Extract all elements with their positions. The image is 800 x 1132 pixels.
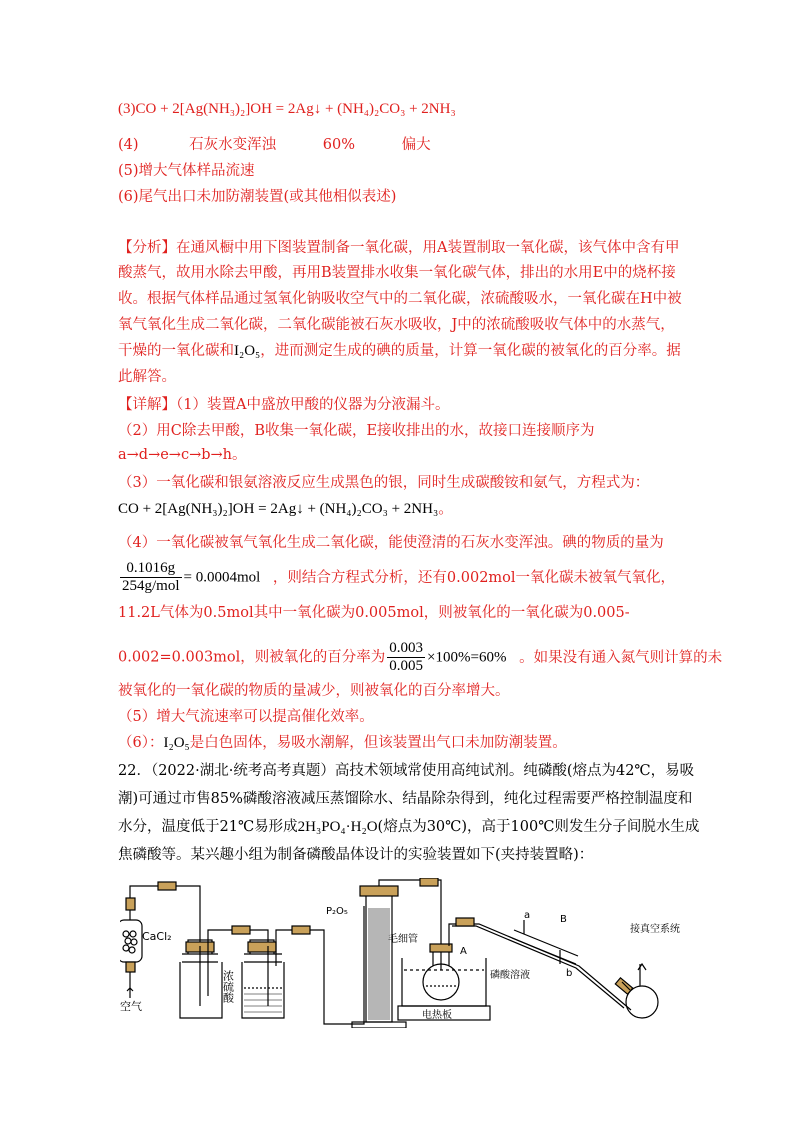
fraction-denominator: 254g/mol [122,578,180,594]
answer-4 [118,134,431,156]
fraction-percent [387,640,425,675]
analysis-line-1: 【分析】在通风橱中用下图装置制备一氧化碳，用A装置制取一氧化碳，该气体中含有甲 [118,240,680,256]
answer-3-label: (3) [118,101,136,117]
answer-4-label: (4) [118,137,139,153]
detail-text: ，则结合方程式分析，还有0.002mol一氧化碳未被氧气氧化， [272,569,676,586]
i2o5-formula: I₂O₅ [163,735,190,751]
answer-5: (5)增大气体样品流速 [118,163,255,179]
i2o5-formula: I₂O₅ [234,343,261,359]
capillary-label: 毛细管 [388,934,418,945]
question-22-line-1: 22．（2022·湖北·统考高考真题）高技术领域常使用高纯试剂。纯磷酸(熔点为42℃，易吸 [118,763,695,779]
analysis-line-3: 收。根据气体样品通过氢氧化钠吸收空气中的二氧化碳，浓硫酸吸水，一氧化碳在H中被 [118,291,682,307]
detail-line-9: 被氧化的一氧化碳的物质的量减少，则被氧化的百分率增大。 [118,683,510,699]
analysis-line-4: 氧气氧化生成二氧化碳，二氧化碳能被石灰水吸收，J中的浓硫酸吸收气体中的水蒸气， [118,317,675,333]
cacl2-label: CaCl₂ [142,930,172,943]
fraction-denominator: 0.005 [389,658,424,674]
vacuum-label: 接真空系统 [630,924,680,935]
detail-text: （6）： [118,735,164,751]
answer-6: (6)尾气出口未加防潮装置(或其他相似表述) [118,189,397,205]
fraction-numerator: 0.1016g [120,560,182,578]
detail-equation-end: 。 [438,501,454,517]
answer-3-equation: CO + 2[Ag(NH₃)₂]OH = 2Ag↓ + (NH₄)₂CO₃ + 2NH₃ [135,101,456,117]
analysis-line-2: 酸蒸气，故用水除去甲酸，再用B装置排水收集一氧化碳气体，排出的水用E中的烧杯接 [118,265,676,281]
fraction-iodine [120,560,182,595]
condenser-b-label: B [560,914,567,925]
heater-label: 电热板 [422,1010,452,1021]
detail-equation [118,498,453,520]
p2o5-label: P₂O₅ [326,906,348,917]
detail-line-11 [118,732,567,754]
detail-line-6 [118,560,675,595]
condenser-b [449,918,631,1010]
analysis-text: 干燥的一氧化碳和 [118,343,234,359]
analysis-line-5 [118,340,681,362]
answer-4-value-1: 石灰水变浑浊 [189,137,277,153]
analysis-line-6: 此解答。 [118,369,176,385]
flask-a-label: A [460,946,467,957]
air-label: 空气 [120,1000,142,1013]
apparatus-diagram [120,878,680,1028]
detail-text: 是白色固体，易吸水潮解，但该装置出气口未加防潮装置。 [189,735,567,751]
flask-a-bath [398,944,490,1020]
detail-line-4: （3）一氧化碳和银氨溶液反应生成黑色的银，同时生成碳酸铵和氨气，方程式为： [118,475,650,491]
iodine-value: = 0.0004mol [183,569,261,586]
answer-3 [118,98,456,120]
fraction-numerator: 0.003 [389,640,424,656]
question-text: 水分，温度低于21℃易形成 [118,819,298,835]
question-22-line-4: 焦磷酸等。某兴趣小组为制备磷酸晶体设计的实验装置如下(夹持装置略)： [118,847,594,863]
answer-4-value-2: 60% [322,137,355,153]
detail-line-8 [118,640,722,675]
phosphoric-acid-label: 磷酸溶液 [490,970,530,981]
outlet-b-label: b [566,968,573,979]
hydrate-formula: 2H₃PO₄·H₂O [297,819,378,835]
drying-tube [120,898,142,998]
gas-bottle-2 [242,940,284,1018]
inlet-a-label: a [524,910,531,921]
question-22-line-2: 潮)可通过市售85%磷酸溶液减压蒸馏除水、结晶除杂得到，纯化过程需要严格控制温度和 [118,791,693,807]
detail-line-1: 【详解】（1）装置A中盛放甲酸的仪器为分液漏斗。 [118,397,450,413]
analysis-text: ，进而测定生成的碘的质量，计算一氧化碳的被氧化的百分率。据 [260,343,681,359]
question-text: (熔点为30℃)，高于100℃则发生分子间脱水生成 [377,819,700,835]
percent-value: ×100%=60% [427,649,507,666]
detail-line-7: 11.2L气体为0.5mol其中一氧化碳为0.005mol，则被氧化的一氧化碳为0.005- [118,605,630,621]
detail-text: 。如果没有通入氮气则计算的未 [519,649,723,666]
detail-text: 0.002=0.003mol，则被氧化的百分率为 [118,649,386,666]
receiving-flask [615,964,658,1018]
detail-line-2: （2）用C除去甲酸，B收集一氧化碳，E接收排出的水，故接口连接顺序为 [118,423,595,439]
question-22-line-3 [118,816,699,838]
gas-bottle-1 [180,940,222,1018]
detail-line-5: （4）一氧化碳被氧气氧化生成二氧化碳，能使澄清的石灰水变浑浊。碘的物质的量为 [118,535,664,551]
sulfuric-acid-label: 浓硫酸 [221,970,235,1003]
detail-equation-text: CO + 2[Ag(NH₃)₂]OH = 2Ag↓ + (NH₄)₂CO₃ + 2NH₃ [118,501,439,517]
detail-line-3: a→d→e→c→b→h。 [118,447,247,463]
detail-line-10: （5）增大气流速率可以提高催化效率。 [118,709,374,725]
answer-4-value-3: 偏大 [401,137,431,153]
